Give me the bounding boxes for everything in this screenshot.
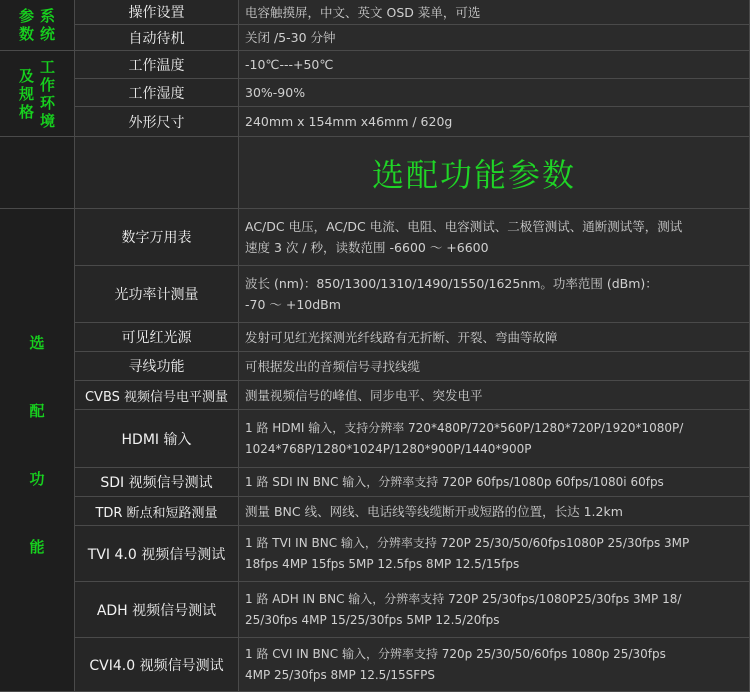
spec-value: 240mm x 154mm x46mm / 620g	[239, 107, 750, 137]
spec-value: 关闭 /5-30 分钟	[239, 25, 750, 51]
spec-value: AC/DC 电压，AC/DC 电流、电阻、电容测试、二极管测试、通断测试等，测试 速度 3 次 / 秒，读数范围 -6600 ～ +6600	[239, 209, 750, 266]
spec-value: 波长 (nm)：850/1300/1310/1490/1550/1625nm。功率范围 (dBm)： -70 ～ +10dBm	[239, 266, 750, 323]
spec-value: 电容触摸屏，中文、英文 OSD 菜单，可选	[239, 0, 750, 25]
spec-name: 自动待机	[75, 25, 239, 51]
spec-value: -10℃---+50℃	[239, 51, 750, 79]
spec-name: TVI 4.0 视频信号测试	[75, 526, 239, 582]
spec-value: 1 路 SDI IN BNC 输入，分辨率支持 720P 60fps/1080p 60fps/1080i 60fps	[239, 468, 750, 497]
banner-title: 选配功能参数	[371, 155, 576, 194]
spec-name: 工作温度	[75, 51, 239, 79]
spec-value: 1 路 TVI IN BNC 输入，分辨率支持 720P 25/30/50/60fps1080P 25/30fps 3MP 18fps 4MP 15fps 5MP 12.5fps 8MP 12.5/15fps	[239, 526, 750, 582]
category-left-chars: 参 数	[18, 7, 34, 43]
category-optional-chars: 选 配 功 能	[29, 334, 45, 556]
spec-name: 数字万用表	[75, 209, 239, 266]
spec-name: 操作设置	[75, 0, 239, 25]
category-right-chars: 系 统	[40, 7, 56, 43]
spec-value: 30%-90%	[239, 79, 750, 107]
spec-name: 光功率计测量	[75, 266, 239, 323]
spec-name: 工作湿度	[75, 79, 239, 107]
spec-value: 1 路 ADH IN BNC 输入，分辨率支持 720P 25/30fps/1080P25/30fps 3MP 18/ 25/30fps 4MP 15/25/30fps 5MP 12.5/20fps	[239, 582, 750, 638]
spec-name: CVI4.0 视频信号测试	[75, 638, 239, 692]
spec-name: CVBS 视频信号电平测量	[75, 381, 239, 410]
spec-value: 1 路 HDMI 输入，支持分辨率 720*480P/720*560P/1280*720P/1920*1080P/ 1024*768P/1280*1024P/1280*900P/1440*900P	[239, 410, 750, 468]
category-system-params	[0, 0, 75, 51]
spec-name: 外形尺寸	[75, 107, 239, 137]
banner-empty-cell	[75, 137, 239, 209]
category-env-specs	[0, 51, 75, 137]
category-right-chars: 工 作 环 境	[40, 57, 56, 130]
spec-name: ADH 视频信号测试	[75, 582, 239, 638]
spec-value: 测量视频信号的峰值、同步电平、突发电平	[239, 381, 750, 410]
category-left-chars: 及 规 格	[18, 66, 34, 121]
spec-value: 发射可见红光探测光纤线路有无折断、开裂、弯曲等故障	[239, 323, 750, 352]
banner-title-cell	[239, 137, 750, 209]
spec-name: 可见红光源	[75, 323, 239, 352]
banner-empty-cell	[0, 137, 75, 209]
category-optional	[0, 209, 75, 692]
spec-name: HDMI 输入	[75, 410, 239, 468]
spec-name: TDR 断点和短路测量	[75, 497, 239, 526]
spec-value: 测量 BNC 线、网线、电话线等线缆断开或短路的位置，长达 1.2km	[239, 497, 750, 526]
spec-value: 1 路 CVI IN BNC 输入，分辨率支持 720p 25/30/50/60fps 1080p 25/30fps 4MP 25/30fps 8MP 12.5/15SFPS	[239, 638, 750, 692]
spec-name: 寻线功能	[75, 352, 239, 381]
spec-name: SDI 视频信号测试	[75, 468, 239, 497]
spec-value: 可根据发出的音频信号寻找线缆	[239, 352, 750, 381]
